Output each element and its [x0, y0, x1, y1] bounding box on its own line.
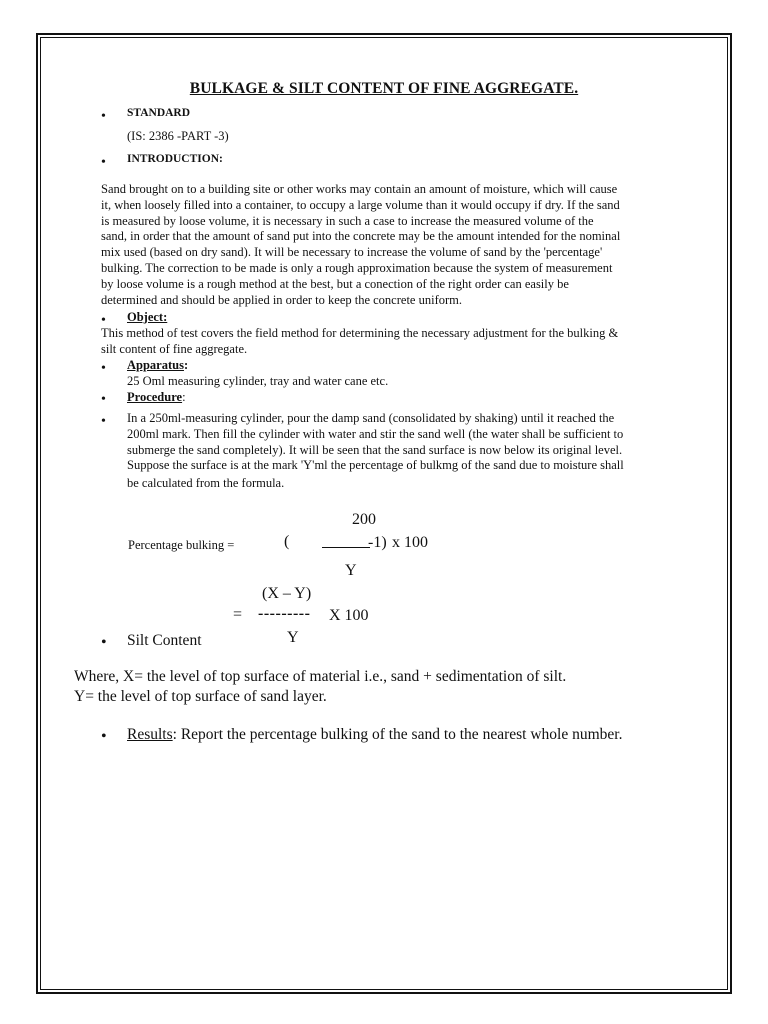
text-line: submerge the sand completely). It will be seen that the sand surface is now below its original level.	[127, 442, 623, 457]
results-heading: Results	[127, 726, 173, 743]
text-line: bulking. The correction to be made is only a rough approximation because the system of measurement	[101, 260, 613, 275]
formula1-open-paren: (	[284, 533, 290, 550]
formula2-dashes: ---------	[258, 605, 311, 622]
text-line: Suppose the surface is at the mark 'Y'ml the percentage of bulkmg of the sand due to moisture shall	[127, 458, 624, 473]
procedure-heading	[127, 390, 186, 405]
procedure-colon: :	[182, 390, 186, 404]
formula1-denominator: Y	[345, 562, 357, 579]
standard-code: (IS: 2386 -PART -3)	[127, 129, 229, 143]
text-line: sand, in order that the amount of sand put into the concrete may be the amount intended for the nominal	[101, 229, 621, 244]
object-paragraph	[101, 326, 716, 358]
object-heading: Object:	[127, 310, 168, 324]
bullet-dot: •	[101, 361, 106, 376]
text-line: be calculated from the formula.	[127, 476, 285, 491]
apparatus-heading	[127, 358, 188, 373]
formula1-label: Percentage bulking =	[128, 538, 235, 552]
formula2-numerator: (X – Y)	[262, 585, 312, 602]
introduction-paragraph	[101, 182, 716, 308]
apparatus-label: Apparatus	[127, 358, 184, 372]
apparatus-colon: :	[183, 358, 189, 372]
text-line: This method of test covers the field method for determining the necessary adjustment for the bulking &	[101, 326, 619, 340]
silt-content-label: Silt Content	[127, 632, 202, 649]
bullet-dot: •	[101, 109, 106, 124]
standard-heading: STANDARD	[127, 107, 191, 119]
formula1-minus-one: -1)	[368, 534, 387, 551]
procedure-label: Procedure	[127, 390, 183, 404]
where-line-y: Y= the level of top surface of sand layer.	[74, 688, 327, 705]
page-border-inner	[40, 37, 728, 990]
text-line: silt content of fine aggregate.	[101, 341, 248, 356]
procedure-paragraph	[127, 411, 717, 492]
text-line: is measured by loose volume, it is necessary in such a case to increase the measured volume of the	[101, 213, 594, 228]
text-line: by loose volume is a rough method at the best, but a conection of the right order can easily be	[101, 276, 569, 291]
text-line: it, when loosely filled into a container, to occupy a large volume than it would occupy if dry. If the sand	[101, 197, 620, 212]
text-line: 200ml mark. Then fill the cylinder with water and stir the sand well (the water shall be sufficient to	[127, 426, 624, 441]
page-title: BULKAGE & SILT CONTENT OF FINE AGGREGATE.	[189, 80, 579, 97]
bullet-dot: •	[101, 392, 106, 407]
bullet-dot: •	[101, 634, 107, 651]
bullet-dot: •	[101, 728, 107, 745]
formula2-times: X 100	[329, 607, 369, 624]
introduction-heading: INTRODUCTION:	[127, 153, 223, 165]
apparatus-text: 25 Oml measuring cylinder, tray and water cane etc.	[127, 374, 389, 388]
bullet-dot: •	[101, 414, 106, 429]
bullet-dot: •	[101, 155, 106, 170]
formula2-denominator: Y	[287, 629, 299, 646]
formula1-fraction-bar	[322, 547, 370, 548]
text-line: Sand brought on to a building site or other works may contain an amount of moisture, which will cause	[101, 182, 618, 196]
results-line	[127, 726, 622, 744]
results-text: : Report the percentage bulking of the sand to the nearest whole number.	[172, 726, 623, 743]
formula1-numerator: 200	[352, 511, 376, 528]
formula1-times: x 100	[392, 534, 428, 551]
where-line-x: Where, X= the level of top surface of material i.e., sand + sedimentation of silt.	[74, 668, 567, 685]
text-line: determined and should be applied in order to keep the concrete uniform.	[101, 292, 462, 307]
bullet-dot: •	[101, 313, 106, 328]
text-line: In a 250ml-measuring cylinder, pour the damp sand (consolidated by shaking) until it reached the	[127, 411, 615, 425]
formula2-equals: =	[233, 606, 243, 623]
text-line: mix used (based on dry sand). It will be necessary to increase the volume of sand by the 'percentage'	[101, 245, 603, 260]
